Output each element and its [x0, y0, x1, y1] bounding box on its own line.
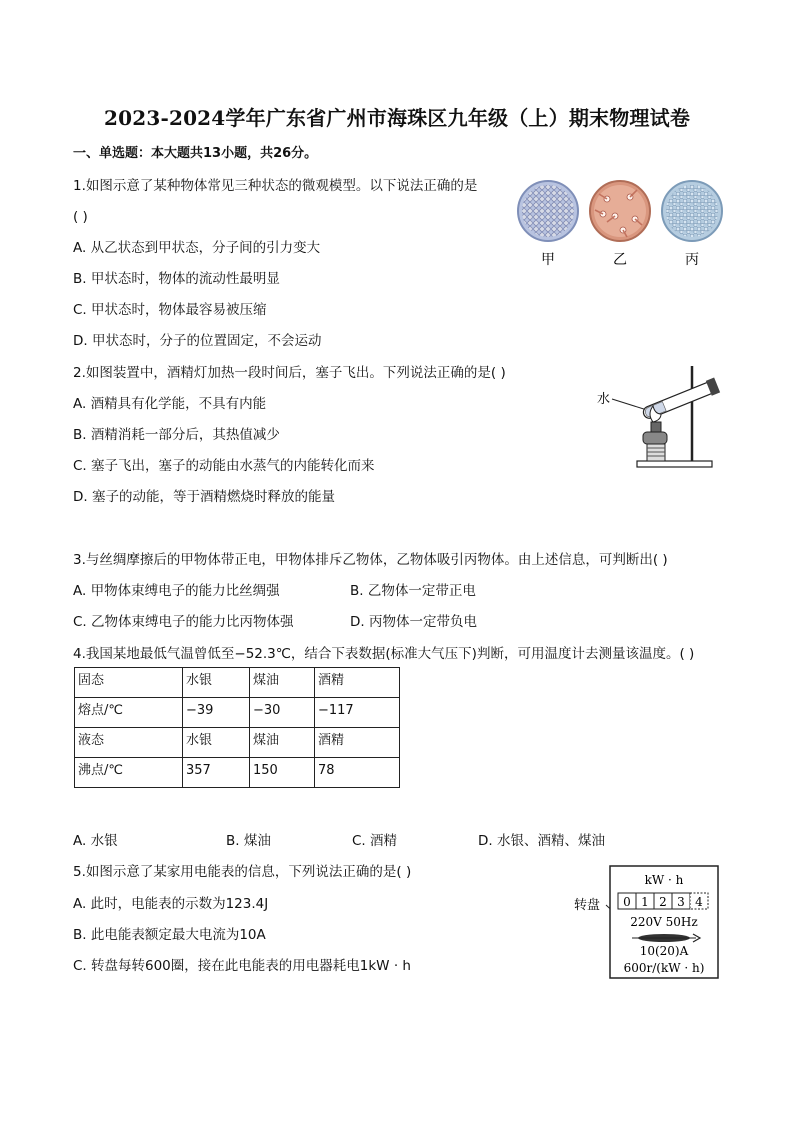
page-title: 2023-2024学年广东省广州市海珠区九年级（上）期末物理试卷: [103, 106, 691, 130]
q2-option-c: C. 塞子飞出，塞子的动能由水蒸气的内能转化而来: [73, 458, 375, 474]
meter-digit: 1: [641, 895, 649, 909]
stand-base: [637, 461, 712, 467]
turntable-label: 转盘: [574, 898, 601, 913]
table-cell: 150: [250, 758, 315, 788]
q4-option-d: D. 水银、酒精、煤油: [478, 833, 605, 849]
melting-boiling-table: [74, 667, 400, 788]
q1-option-d: D. 甲状态时，分子的位置固定，不会运动: [73, 333, 322, 349]
table-row: [75, 698, 400, 728]
table-cell: 煤油: [250, 728, 315, 758]
table-row: [75, 758, 400, 788]
q3-option-b: B. 乙物体一定带正电: [350, 583, 476, 599]
q3-option-a: A. 甲物体束缚电子的能力比丝绸强: [73, 583, 280, 599]
table-cell: 酒精: [315, 728, 400, 758]
table-cell: 煤油: [250, 668, 315, 698]
fig-label-yi: 乙: [613, 252, 627, 268]
section-heading: 一、单选题：本大题共13小题，共26分。: [73, 146, 318, 161]
q1-stem: 1.如图示意了某种物体常见三种状态的微观模型。以下说法正确的是: [73, 178, 478, 194]
table-cell: 固态: [75, 668, 183, 698]
states-of-matter-figure: [515, 178, 730, 270]
solid-state-diagram: [518, 181, 578, 241]
fig-label-bing: 丙: [685, 252, 699, 268]
table-cell: 357: [183, 758, 250, 788]
q5-option-a: A. 此时，电能表的示数为123.4J: [73, 896, 269, 912]
test-tube-apparatus-figure: [595, 362, 730, 470]
table-cell: 酒精: [315, 668, 400, 698]
q3-option-d: D. 丙物体一定带负电: [350, 614, 477, 630]
q3-option-c: C. 乙物体束缚电子的能力比丙物体强: [73, 614, 294, 630]
q1-option-a: A. 从乙状态到甲状态，分子间的引力变大: [73, 240, 321, 256]
meter-current: 10(20)A: [639, 944, 689, 958]
liquid-state-diagram: [662, 181, 722, 241]
meter-unit: kW · h: [644, 873, 684, 887]
table-cell: 熔点/℃: [75, 698, 183, 728]
meter-rate: 600r/(kW · h): [623, 961, 705, 975]
table-cell: −117: [315, 698, 400, 728]
q1-option-b: B. 甲状态时，物体的流动性最明显: [73, 271, 280, 287]
q1-bracket: ( ): [73, 209, 88, 225]
table-cell: 沸点/℃: [75, 758, 183, 788]
meter-digits: [618, 893, 708, 909]
meter-voltage: 220V 50Hz: [630, 915, 698, 929]
meter-digit: 0: [623, 895, 631, 909]
q2-option-d: D. 塞子的动能，等于酒精燃烧时释放的能量: [73, 489, 335, 505]
table-cell: 液态: [75, 728, 183, 758]
q2-stem: 2.如图装置中，酒精灯加热一段时间后，塞子飞出。下列说法正确的是( ): [73, 365, 506, 381]
table-row: [75, 668, 400, 698]
table-cell: −39: [183, 698, 250, 728]
water-label: 水: [597, 392, 611, 407]
q4-option-b: B. 煤油: [226, 833, 271, 849]
q2-option-b: B. 酒精消耗一部分后，其热值减少: [73, 427, 280, 443]
electric-meter-figure: [570, 862, 722, 980]
q2-option-a: A. 酒精具有化学能，不具有内能: [73, 396, 267, 412]
q1-option-c: C. 甲状态时，物体最容易被压缩: [73, 302, 267, 318]
q4-option-a: A. 水银: [73, 833, 118, 849]
meter-digit: 4: [695, 895, 703, 909]
q4-option-c: C. 酒精: [352, 833, 398, 849]
q5-stem: 5.如图示意了某家用电能表的信息，下列说法正确的是( ): [73, 864, 412, 880]
table-cell: 78: [315, 758, 400, 788]
q5-option-c: C. 转盘每转600圈，接在此电能表的用电器耗电1kW · h: [73, 958, 411, 974]
meter-digit: 3: [677, 895, 685, 909]
q5-option-b: B. 此电能表额定最大电流为10A: [73, 927, 266, 943]
q4-stem: 4.我国某地最低气温曾低至−52.3℃，结合下表数据(标准大气压下)判断，可用温度计去测量该温度。( ): [73, 646, 695, 662]
q3-stem: 3.与丝绸摩擦后的甲物体带正电，甲物体排斥乙物体，乙物体吸引丙物体。由上述信息，可判断出( ): [73, 552, 668, 568]
fig-label-jia: 甲: [541, 252, 555, 268]
gas-state-diagram: [590, 181, 650, 241]
table-cell: 水银: [183, 728, 250, 758]
table-row: [75, 728, 400, 758]
table-cell: −30: [250, 698, 315, 728]
table-cell: 水银: [183, 668, 250, 698]
meter-digit: 2: [659, 895, 667, 909]
